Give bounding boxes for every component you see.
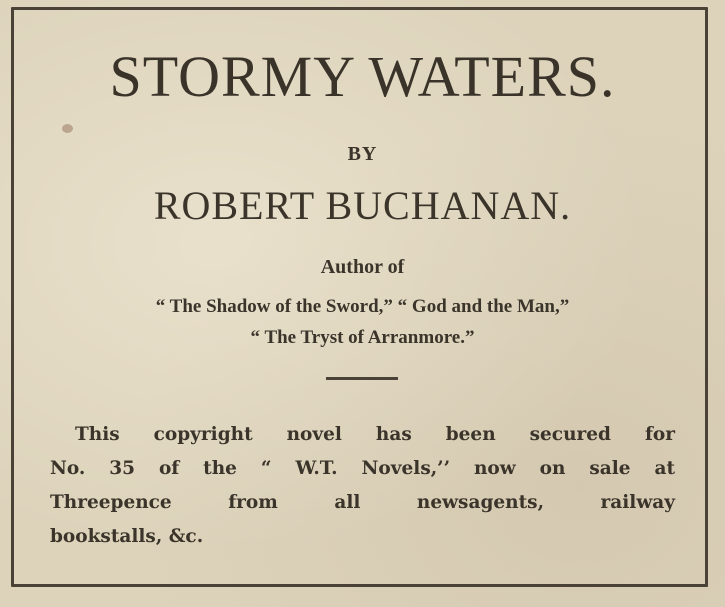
notice-line: This copyright novel has been secured for xyxy=(75,424,675,445)
author-name: ROBERT BUCHANAN. xyxy=(153,183,572,228)
author-of-label: Author of xyxy=(320,256,405,278)
divider-rule xyxy=(326,377,398,380)
notice-line: No. 35 of the “ W.T. Novels,’’ now on sale at xyxy=(50,458,675,479)
copyright-notice xyxy=(50,418,675,554)
works-line: “ The Tryst of Arranmore.” xyxy=(250,327,475,348)
works-line: “ The Shadow of the Sword,” “ God and the Man,” xyxy=(155,296,570,317)
novel-title: STORMY WATERS. xyxy=(109,44,616,109)
byline: BY xyxy=(347,143,378,165)
previous-works xyxy=(0,291,725,353)
notice-line: bookstalls, &c. xyxy=(50,526,204,547)
notice-line: Threepence from all newsagents, railway xyxy=(50,492,675,513)
ink-spot xyxy=(62,124,73,133)
